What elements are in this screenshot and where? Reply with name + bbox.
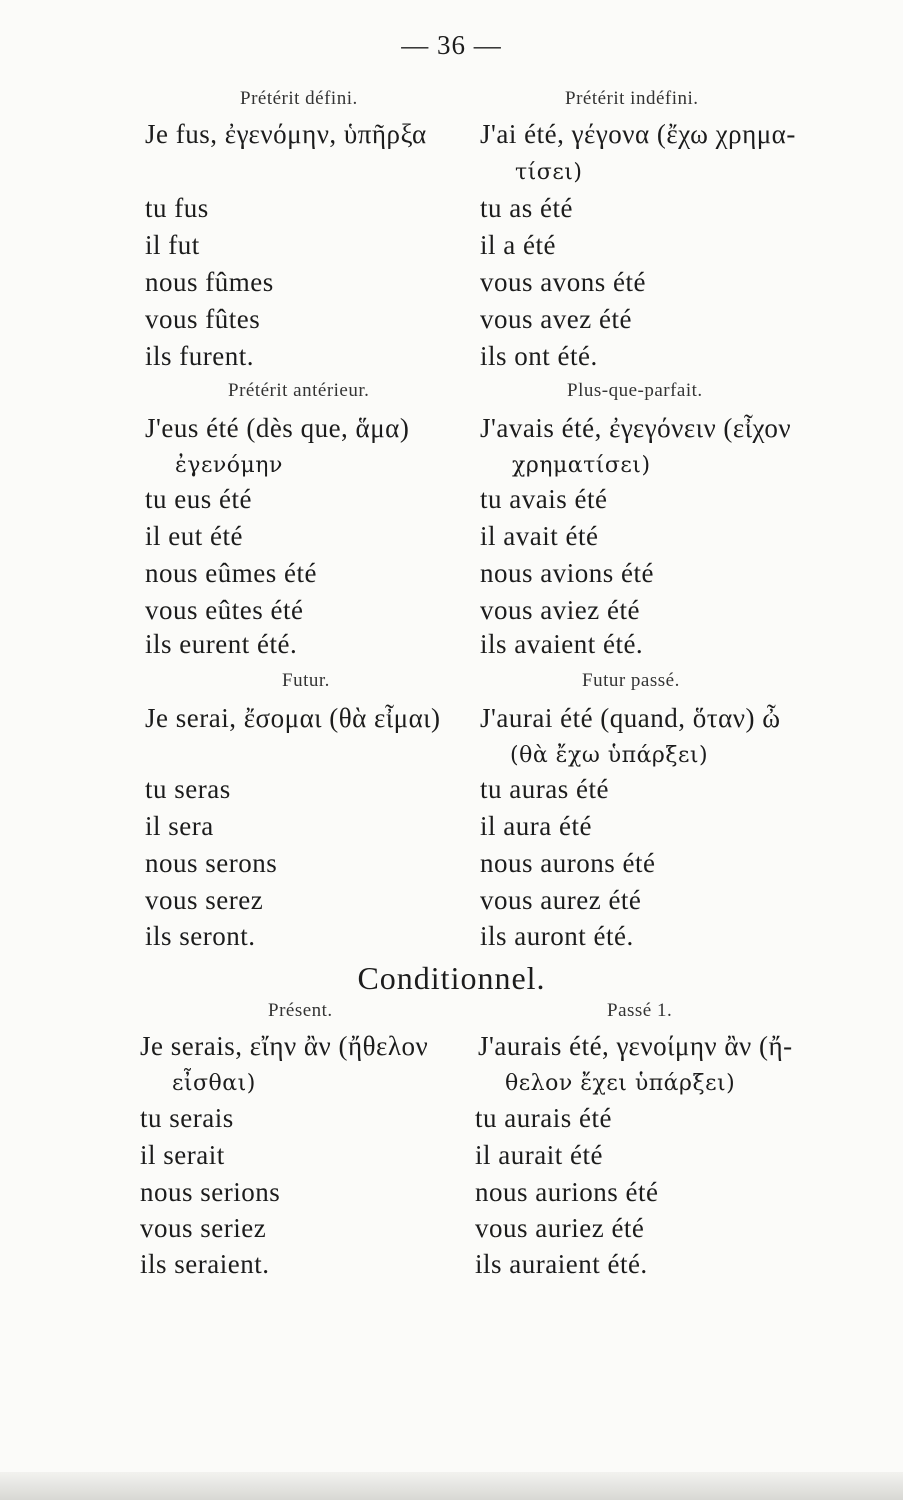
heading-passe-1: Passé 1. — [607, 1000, 673, 1021]
text-line: tu auras été — [480, 774, 609, 804]
text-line: ils ont été. — [480, 341, 598, 371]
text-line: nous serons — [145, 848, 278, 878]
text-line: vous avez été — [480, 304, 632, 334]
text-line: tu avais été — [480, 484, 608, 514]
heading-preterit-defini: Prétérit défini. — [240, 88, 358, 109]
text-line: ils furent. — [145, 341, 254, 371]
heading-futur-passe: Futur passé. — [582, 670, 680, 691]
text-line: nous aurons été — [480, 848, 656, 878]
heading-plus-que-parfait: Plus-que-parfait. — [567, 380, 703, 401]
text-line: ἐγενόμην — [175, 453, 283, 478]
text-line: il aurait été — [475, 1140, 603, 1170]
text-line: Je fus, ἐγενόμην, ὑπῆρξα — [145, 119, 427, 149]
text-line: θελον ἔχει ὑπάρξει) — [505, 1071, 736, 1096]
text-line: ils auraient été. — [475, 1249, 648, 1279]
text-line: tu aurais été — [475, 1103, 612, 1133]
text-line: εἶσθαι) — [172, 1071, 256, 1096]
text-line: J'eus été (dès que, ἅμα) — [145, 413, 410, 443]
page-number: — 36 — — [401, 30, 502, 60]
text-line: vous seriez — [140, 1213, 267, 1243]
text-line: tu fus — [145, 193, 209, 223]
heading-preterit-anterieur: Prétérit antérieur. — [228, 380, 370, 401]
text-line: ils avaient été. — [480, 629, 644, 659]
text-line: vous serez — [145, 885, 264, 915]
heading-preterit-indefini: Prétérit indéfini. — [565, 88, 699, 109]
text-line: vous auriez été — [475, 1213, 645, 1243]
text-line: il sera — [145, 811, 214, 841]
text-line: il eut été — [145, 521, 243, 551]
text-line: J'avais été, ἐγεγόνειν (εἶχον — [480, 413, 792, 443]
text-line: χρηματίσει) — [512, 453, 651, 478]
text-line: τίσει) — [515, 160, 583, 185]
text-line: tu seras — [145, 774, 231, 804]
text-line: il aura été — [480, 811, 592, 841]
page-bottom-edge — [0, 1472, 903, 1500]
text-line: (θὰ ἔχω ὑπάρξει) — [510, 743, 709, 768]
text-line: ils seraient. — [140, 1249, 270, 1279]
text-line: tu serais — [140, 1103, 234, 1133]
text-line: il serait — [140, 1140, 225, 1170]
section-title-conditionnel: Conditionnel. — [357, 960, 546, 996]
text-line: nous avions été — [480, 558, 654, 588]
heading-futur: Futur. — [282, 670, 330, 691]
text-line: ils eurent été. — [145, 629, 298, 659]
text-line: Je serais, εἴην ἂν (ἤθελον — [140, 1031, 429, 1061]
text-line: nous eûmes été — [145, 558, 317, 588]
text-line: il avait été — [480, 521, 599, 551]
text-line: J'aurai été (quand, ὅταν) ὦ — [480, 703, 781, 733]
text-line: vous avons été — [480, 267, 646, 297]
text-line: vous fûtes — [145, 304, 261, 334]
text-line: il fut — [145, 230, 200, 260]
text-line: tu as été — [480, 193, 573, 223]
text-line: tu eus été — [145, 484, 252, 514]
text-line: vous eûtes été — [145, 595, 304, 625]
text-line: vous aurez été — [480, 885, 642, 915]
text-line: il a été — [480, 230, 556, 260]
text-line: J'ai été, γέγονα (ἔχω χρημα- — [480, 119, 796, 149]
text-line: ils seront. — [145, 921, 256, 951]
text-line: J'aurais été, γενοίμην ἂν (ἤ- — [478, 1031, 793, 1061]
text-line: nous serions — [140, 1177, 281, 1207]
text-line: nous fûmes — [145, 267, 274, 297]
heading-present: Présent. — [268, 1000, 333, 1021]
text-line: nous aurions été — [475, 1177, 659, 1207]
text-line: Je serai, ἔσομαι (θὰ εἶμαι) — [145, 703, 441, 733]
text-line: vous aviez été — [480, 595, 640, 625]
text-line: ils auront été. — [480, 921, 634, 951]
